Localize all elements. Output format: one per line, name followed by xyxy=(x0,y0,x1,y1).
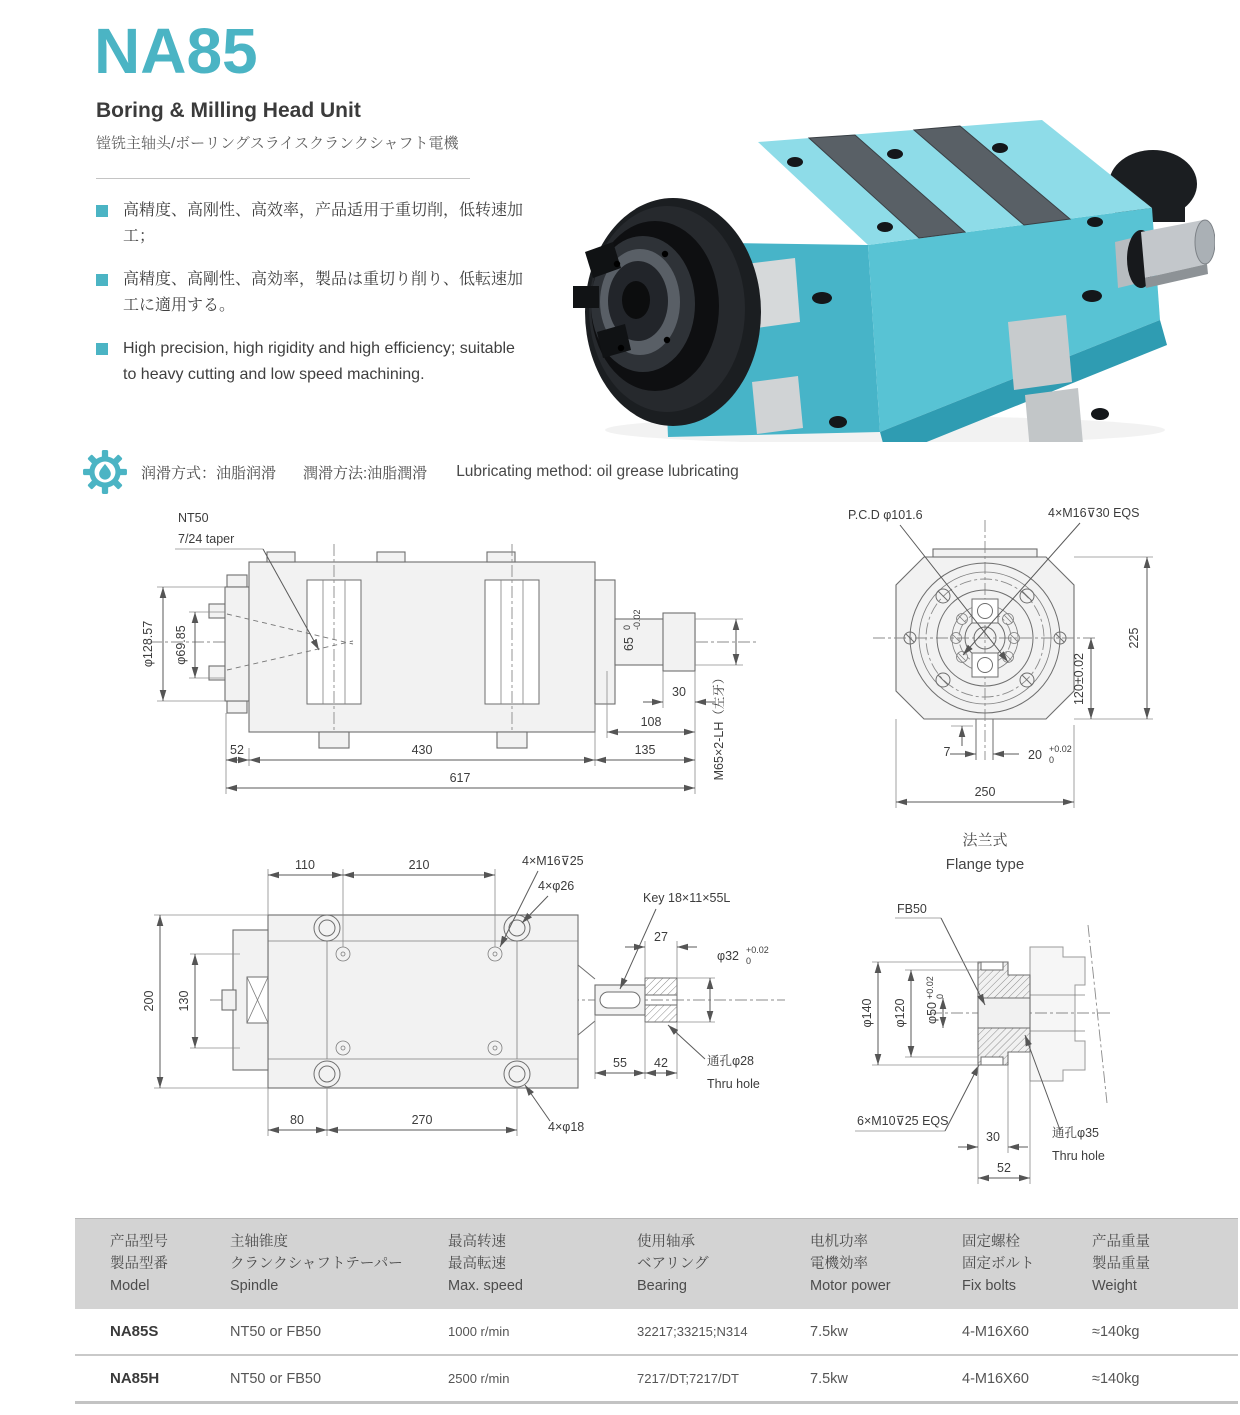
col-header-motor-power: 电机功率 電機効率 Motor power xyxy=(810,1234,891,1294)
col-header-bearing: 使用轴承 ベアリング Bearing xyxy=(637,1234,709,1294)
dim-label: Thru hole xyxy=(707,1077,760,1091)
dim-label: 4×M16⊽25 xyxy=(522,854,584,868)
dim-label: 65 xyxy=(622,637,636,651)
feature-text: 高精度、高剛性、高効率，製品は重切り削り、低転速加工に適用する。 xyxy=(123,271,524,314)
dim-label: 4×M16⊽30 EQS xyxy=(1048,506,1140,520)
dim-label: φ50 xyxy=(925,1001,939,1025)
cell-spindle: NT50 or FB50 xyxy=(230,1370,322,1387)
col-header-spindle: 主轴锥度 クランクシャフトテーパー Spindle xyxy=(230,1234,403,1294)
dim-label: 55 xyxy=(613,1056,627,1070)
dim-label: 430 xyxy=(411,743,433,757)
product-photo xyxy=(555,92,1215,442)
cell-bearing: 32217;33215;N314 xyxy=(637,1324,748,1339)
bullet-square-icon xyxy=(96,343,108,355)
feature-text: 高精度、高刚性、高效率，产品适用于重切削，低转速加工； xyxy=(123,202,524,245)
lubrication-note xyxy=(82,449,739,495)
dim-tolerance: 0 xyxy=(622,624,632,630)
dim-label: φ140 xyxy=(860,998,874,1028)
dim-label: φ69.85 xyxy=(174,625,188,665)
lubrication-cn: 润滑方式：油脂润滑 xyxy=(141,464,277,482)
drawing-caption-cn: 法兰式 xyxy=(962,832,1008,849)
dim-label: 7 xyxy=(943,745,951,759)
product-subtitle-en: Boring & Milling Head Unit xyxy=(96,99,361,122)
cell-max-speed: 2500 r/min xyxy=(448,1371,510,1386)
gear-drop-icon xyxy=(82,449,128,495)
dim-label: 42 xyxy=(654,1056,668,1070)
dim-label: 617 xyxy=(449,771,471,785)
dim-tolerance: +0.02 xyxy=(925,976,935,999)
dim-label: 120±0.02 xyxy=(1072,652,1086,706)
dim-label: 225 xyxy=(1127,627,1141,649)
feature-list xyxy=(96,198,528,405)
dim-label: 通孔φ35 xyxy=(1052,1126,1100,1140)
feature-item xyxy=(96,336,528,388)
drawing-caption-en: Flange type xyxy=(945,856,1025,873)
cell-model: NA85S xyxy=(110,1323,159,1340)
dim-label: Thru hole xyxy=(1052,1149,1105,1163)
product-subtitle-cjk: 镗铣主轴头/ボーリングスライスクランクシャフト電機 xyxy=(96,135,459,152)
dim-label: 30 xyxy=(672,685,686,699)
page-title: NA85 xyxy=(94,15,258,87)
drawing-section-view xyxy=(845,885,1240,1215)
drawing-flange-view xyxy=(845,492,1240,887)
dim-label: 通孔φ28 xyxy=(707,1054,755,1068)
cell-motor-power: 7.5kw xyxy=(810,1323,848,1340)
cell-motor-power: 7.5kw xyxy=(810,1370,848,1387)
cell-model: NA85H xyxy=(110,1370,160,1387)
table-row xyxy=(75,1309,1238,1356)
lubrication-en: Lubricating method: oil grease lubricating xyxy=(456,463,739,480)
dim-label: 80 xyxy=(290,1113,304,1127)
feature-item xyxy=(96,267,528,319)
col-header-max-speed: 最高转速 最高転速 Max. speed xyxy=(448,1234,523,1294)
dim-label: φ32 xyxy=(717,949,740,963)
cell-weight: ≈140kg xyxy=(1092,1323,1140,1340)
dim-label: 130 xyxy=(177,990,191,1012)
dim-label: 4×φ26 xyxy=(538,879,575,893)
dim-label: φ128.57 xyxy=(141,620,155,668)
dim-label: 4×φ18 xyxy=(548,1120,585,1134)
dim-tolerance: 0 xyxy=(935,993,945,999)
dim-label: 110 xyxy=(295,858,315,872)
col-header-model: 产品型号 製品型番 Model xyxy=(110,1234,168,1294)
dim-label: 270 xyxy=(411,1113,433,1127)
dim-label: 135 xyxy=(634,743,656,757)
spec-table xyxy=(75,1218,1238,1404)
spec-table-header xyxy=(75,1218,1238,1309)
dim-tolerance: 0 xyxy=(746,956,752,966)
dim-label: 7/24 taper xyxy=(178,532,235,546)
dim-label: 20 xyxy=(1028,748,1042,762)
drawing-top-view xyxy=(140,843,840,1208)
feature-text: High precision, high rigidity and high efficiency; suitable to heavy cutting and low speed machining. xyxy=(123,340,515,383)
dim-label: 250 xyxy=(974,785,996,799)
dim-label: Key 18×11×55L xyxy=(643,891,731,905)
cell-fix-bolts: 4-M16X60 xyxy=(962,1323,1029,1340)
cell-fix-bolts: 4-M16X60 xyxy=(962,1370,1029,1387)
dim-tolerance: +0.02 xyxy=(746,945,769,955)
dim-tolerance: -0.02 xyxy=(632,609,642,630)
bullet-square-icon xyxy=(96,205,108,217)
cell-bearing: 7217/DT;7217/DT xyxy=(637,1371,739,1386)
cell-weight: ≈140kg xyxy=(1092,1370,1140,1387)
cell-max-speed: 1000 r/min xyxy=(448,1324,510,1339)
dim-label: 30 xyxy=(986,1130,1000,1144)
col-header-weight: 产品重量 製品重量 Weight xyxy=(1092,1234,1150,1294)
dim-label: 200 xyxy=(142,990,156,1012)
dim-label: 108 xyxy=(640,715,662,729)
col-header-fix-bolts: 固定螺栓 固定ボルト Fix bolts xyxy=(962,1234,1035,1294)
dim-label: M65×2-LH（左牙） xyxy=(712,671,726,781)
dim-label: 27 xyxy=(654,930,668,944)
lubrication-jp: 潤滑方法:油脂潤滑 xyxy=(303,464,428,482)
drawing-side-view xyxy=(95,492,795,832)
dim-label: 52 xyxy=(230,743,244,757)
dim-label: NT50 xyxy=(178,511,209,525)
dim-label: P.C.D φ101.6 xyxy=(848,508,923,522)
dim-label: 210 xyxy=(408,858,430,872)
bullet-square-icon xyxy=(96,274,108,286)
dim-label: FB50 xyxy=(897,902,927,916)
dim-tolerance: 0 xyxy=(1049,755,1055,765)
dim-label: φ120 xyxy=(893,998,907,1028)
dim-label: 52 xyxy=(997,1161,1011,1175)
header-divider xyxy=(96,178,470,179)
dim-tolerance: +0.02 xyxy=(1049,744,1072,754)
cell-spindle: NT50 or FB50 xyxy=(230,1323,322,1340)
feature-item xyxy=(96,198,528,250)
table-row xyxy=(75,1356,1238,1404)
dim-label: 6×M10⊽25 EQS xyxy=(857,1114,949,1128)
